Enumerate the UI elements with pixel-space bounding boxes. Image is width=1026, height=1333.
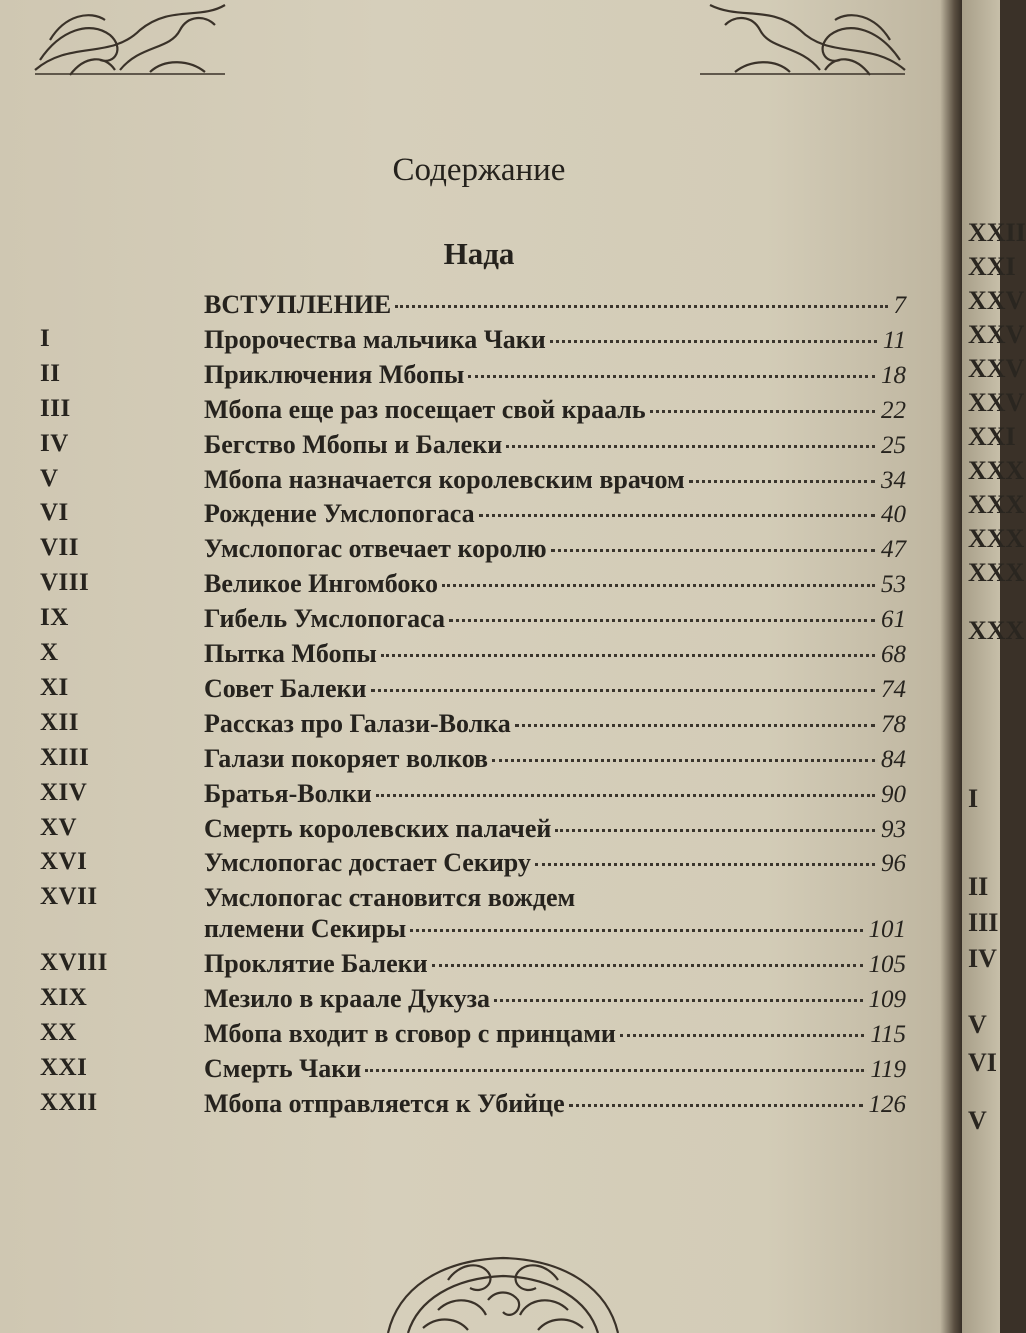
dot-leader xyxy=(551,549,875,552)
dot-leader xyxy=(468,375,875,378)
bottom-ornament xyxy=(378,1240,628,1333)
dot-leader xyxy=(492,759,875,762)
top-left-ornament xyxy=(30,0,230,80)
chapter-number: V xyxy=(40,464,59,492)
toc-row xyxy=(40,814,906,848)
page-number: 61 xyxy=(881,606,906,634)
chapter-title: Великое Ингомбоко xyxy=(204,569,438,599)
page-number: 7 xyxy=(893,292,906,319)
page-number: 34 xyxy=(881,466,906,494)
chapter-number: X xyxy=(40,639,59,666)
chapter-number: I xyxy=(40,324,51,352)
toc-row xyxy=(40,534,906,568)
dot-leader xyxy=(381,654,875,657)
dot-leader xyxy=(506,445,875,448)
page-number: 101 xyxy=(868,916,906,944)
chapter-number: XXI xyxy=(40,1053,88,1081)
toc-row xyxy=(40,1054,906,1088)
chapter-title: Рассказ про Галази-Волка xyxy=(204,708,511,738)
toc-row xyxy=(40,360,906,394)
chapter-title: Рождение Умслопогаса xyxy=(204,499,475,529)
chapter-title: Совет Балеки xyxy=(204,673,367,703)
adjacent-page-numeral: XXV xyxy=(968,320,1025,349)
toc-row xyxy=(40,848,906,882)
dot-leader xyxy=(494,999,862,1002)
chapter-title: Умслопогас отвечает королю xyxy=(204,534,547,564)
chapter-number: XIV xyxy=(40,778,88,806)
dot-leader xyxy=(689,480,875,483)
page-number: 105 xyxy=(868,951,906,979)
dot-leader xyxy=(395,305,887,308)
toc-row xyxy=(40,779,906,813)
chapter-number: VII xyxy=(40,534,80,562)
toc-row xyxy=(40,499,906,533)
page-number: 93 xyxy=(881,815,906,843)
chapter-title: Смерть королевских палачей xyxy=(204,813,552,843)
chapter-title-continued: племени Секиры xyxy=(204,914,407,944)
dot-leader xyxy=(365,1069,864,1072)
toc-row xyxy=(40,984,906,1018)
adjacent-page-numeral: V xyxy=(968,1106,987,1135)
toc-row xyxy=(40,744,906,778)
page-number: 40 xyxy=(881,501,906,529)
chapter-number: III xyxy=(40,394,71,422)
toc-row xyxy=(40,709,906,743)
chapter-title: Мбопа входит в сговор с принцами xyxy=(204,1018,616,1048)
page-number: 11 xyxy=(882,326,906,354)
contents-title: Содержание xyxy=(392,152,566,188)
dot-leader xyxy=(555,829,875,832)
dot-leader xyxy=(650,410,875,413)
adjacent-page xyxy=(962,0,1026,1333)
dot-leader xyxy=(515,724,875,727)
page-number: 115 xyxy=(870,1020,906,1048)
dot-leader xyxy=(442,584,875,587)
chapter-number: VIII xyxy=(40,569,90,597)
chapter-title: Проклятие Балеки xyxy=(204,949,428,979)
chapter-number: XV xyxy=(40,813,78,841)
toc-row xyxy=(40,465,906,499)
page-number: 68 xyxy=(881,641,906,668)
dot-leader xyxy=(535,863,875,866)
page-number: 74 xyxy=(881,675,906,703)
page-number: 25 xyxy=(881,431,906,459)
chapter-number: XX xyxy=(40,1018,78,1046)
adjacent-page-numeral: XXV xyxy=(968,388,1025,417)
chapter-title: Смерть Чаки xyxy=(204,1053,362,1083)
chapter-number: XVI xyxy=(40,848,88,876)
adjacent-page-numeral: III xyxy=(968,908,999,937)
chapter-number: II xyxy=(40,359,61,387)
dot-leader xyxy=(449,619,875,622)
toc-row xyxy=(40,604,906,638)
dot-leader xyxy=(569,1104,863,1107)
toc-row xyxy=(40,430,906,464)
chapter-number: IX xyxy=(40,604,69,632)
page-number: 109 xyxy=(868,986,906,1013)
page-number: 53 xyxy=(881,571,906,599)
toc-row xyxy=(40,325,906,359)
dot-leader xyxy=(432,964,863,967)
toc-row xyxy=(40,290,906,324)
chapter-title: Пророчества мальчика Чаки xyxy=(204,324,546,354)
page-number: 78 xyxy=(881,710,906,738)
adjacent-page-numeral: XXI xyxy=(968,252,1016,281)
chapter-title: Умслопогас достает Секиру xyxy=(204,848,531,878)
toc-row xyxy=(40,1089,906,1123)
toc-row xyxy=(40,883,906,951)
chapter-title: Галази покоряет волков xyxy=(204,743,489,773)
page-number: 96 xyxy=(881,850,906,878)
adjacent-page-numeral: IV xyxy=(968,944,997,973)
chapter-title: Умслопогас становится вождем xyxy=(204,883,576,913)
adjacent-page-numeral: XXX xyxy=(968,456,1025,485)
adjacent-page-numeral: XXX xyxy=(968,616,1025,645)
chapter-title: Мбопа назначается королевским врачом xyxy=(204,464,685,494)
adjacent-page-numeral: I xyxy=(968,784,979,813)
dot-leader xyxy=(550,340,877,343)
chapter-title: Мезило в краале Дукуза xyxy=(204,984,491,1013)
chapter-title: Мбопа отправляется к Убийце xyxy=(204,1088,565,1118)
page-number: 126 xyxy=(868,1090,906,1118)
adjacent-page-numeral: II xyxy=(968,872,989,901)
adjacent-page-numeral: XXX xyxy=(968,490,1025,519)
page-number: 22 xyxy=(881,396,906,424)
dot-leader xyxy=(410,929,862,932)
page-number: 90 xyxy=(881,780,906,808)
book-title: Нада xyxy=(443,236,515,271)
chapter-title: Пытка Мбопы xyxy=(204,639,377,668)
page-number: 119 xyxy=(870,1055,906,1083)
chapter-title: Братья-Волки xyxy=(204,778,372,808)
chapter-number: IV xyxy=(40,429,69,457)
toc-row xyxy=(40,569,906,603)
adjacent-page-numeral: XXV xyxy=(968,354,1025,383)
chapter-number: XXII xyxy=(40,1088,98,1116)
dot-leader xyxy=(620,1034,864,1037)
page-number: 18 xyxy=(881,361,906,389)
chapter-title: Бегство Мбопы и Балеки xyxy=(204,429,503,459)
book-gutter xyxy=(940,0,964,1333)
toc-row xyxy=(40,1019,906,1053)
chapter-number: XII xyxy=(40,708,80,736)
toc-row xyxy=(40,949,906,983)
adjacent-page-numeral: XXX xyxy=(968,524,1025,553)
toc-row xyxy=(40,674,906,708)
chapter-title: Гибель Умслопогаса xyxy=(204,604,445,634)
chapter-title: Приключения Мбопы xyxy=(204,359,465,389)
adjacent-page-numeral: XXI xyxy=(968,422,1016,451)
toc-row xyxy=(40,639,906,673)
dot-leader xyxy=(371,689,876,692)
page-number: 84 xyxy=(881,745,906,773)
top-right-ornament xyxy=(670,0,910,80)
chapter-title: ВСТУПЛЕНИЕ xyxy=(204,290,392,319)
adjacent-page-numeral: V xyxy=(968,1010,987,1039)
chapter-number: VI xyxy=(40,499,69,527)
chapter-number: XIX xyxy=(40,984,88,1011)
toc-row xyxy=(40,395,906,429)
chapter-number: XIII xyxy=(40,743,90,771)
chapter-number: XI xyxy=(40,673,69,701)
dot-leader xyxy=(376,794,875,797)
adjacent-page-numeral: XXV xyxy=(968,286,1025,315)
chapter-number: XVIII xyxy=(40,949,108,977)
page-number: 47 xyxy=(881,536,906,564)
adjacent-page-numeral: XXII xyxy=(968,218,1026,247)
dot-leader xyxy=(479,514,875,517)
chapter-title: Мбопа еще раз посещает свой крааль xyxy=(204,394,646,424)
adjacent-page-numeral: VI xyxy=(968,1048,997,1077)
adjacent-page-numeral: XXX xyxy=(968,558,1025,587)
chapter-number: XVII xyxy=(40,883,98,911)
